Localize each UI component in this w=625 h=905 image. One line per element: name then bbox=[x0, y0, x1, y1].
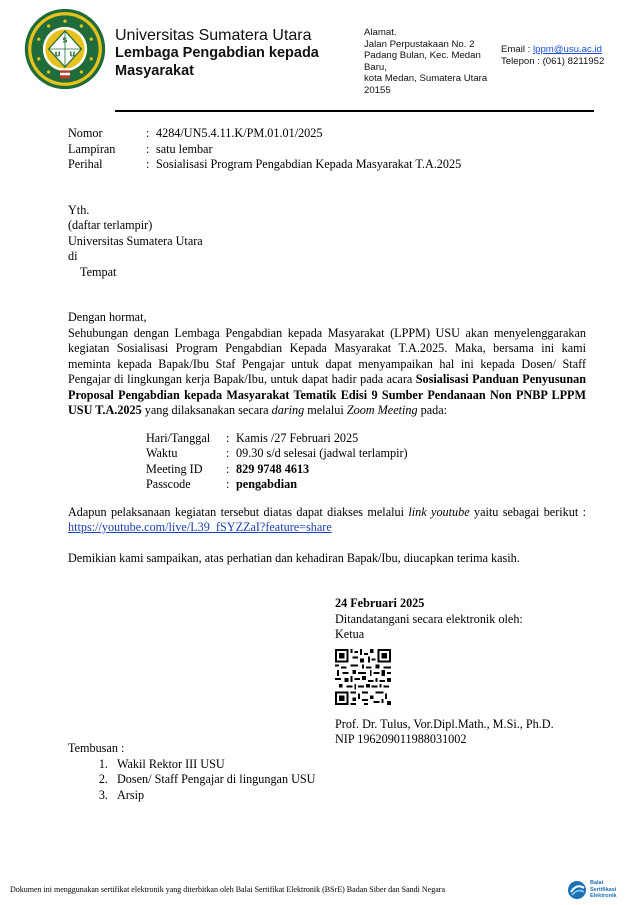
address-block bbox=[364, 27, 504, 96]
address-label: Alamat. bbox=[364, 27, 397, 38]
closing-paragraph: Demikian kami sampaikan, atas perhatian dan kehadiran Bapak/Ibu, diucapkan terima kasih. bbox=[68, 550, 520, 565]
meta-colon: : bbox=[146, 126, 150, 140]
bsre-line: Elektronik bbox=[590, 893, 617, 899]
university-name: Universitas Sumatera Utara bbox=[115, 27, 312, 44]
recipient-di: di bbox=[68, 249, 78, 263]
meta-nomor bbox=[68, 126, 586, 142]
meta-value: 4284/UN5.4.11.K/PM.01.01/2025 bbox=[156, 126, 323, 140]
meta-colon: : bbox=[146, 157, 150, 171]
detail-key: Hari/Tanggal bbox=[146, 430, 211, 445]
address-line: 20155 bbox=[364, 84, 391, 96]
signature-date: 24 Februari 2025 bbox=[335, 596, 425, 610]
signed-note: Ditandatangani secara elektronik oleh: bbox=[335, 611, 523, 626]
paragraph-1 bbox=[68, 326, 586, 419]
footer-note: Dokumen ini menggunakan sertifikat elektronik yang diterbitkan oleh Balai Sertifikat Elektronik (BSrE) Badan Siber dan Sandi Negara bbox=[10, 885, 445, 894]
p1-italic: daring bbox=[271, 403, 305, 417]
contact-block bbox=[501, 44, 625, 68]
paragraph-2 bbox=[68, 505, 586, 536]
phone-number: Telepon : (061) 8211952 bbox=[501, 56, 605, 67]
recipient-org: Universitas Sumatera Utara bbox=[68, 233, 203, 248]
detail-row bbox=[146, 462, 586, 478]
address-line: Padang Bulan, Kec. Medan Baru, bbox=[364, 50, 481, 73]
letterhead bbox=[0, 0, 625, 115]
detail-colon: : bbox=[226, 446, 230, 460]
letter-body bbox=[68, 126, 586, 566]
header-divider bbox=[115, 110, 594, 112]
meta-key: Nomor bbox=[68, 126, 103, 140]
cc-list bbox=[68, 757, 368, 804]
recipient-list: (daftar terlampir) bbox=[68, 218, 153, 232]
meeting-id: 829 9748 4613 bbox=[236, 461, 310, 476]
email-label: Email : bbox=[501, 44, 533, 55]
qr-code bbox=[335, 649, 391, 705]
logo-letter-u2: U bbox=[69, 49, 76, 59]
address-line: Jalan Perpustakaan No. 2 bbox=[364, 38, 475, 50]
meta-colon: : bbox=[146, 141, 150, 156]
university-logo bbox=[24, 8, 106, 90]
detail-row bbox=[146, 431, 586, 447]
email-link[interactable]: lppm@usu.ac.id bbox=[533, 44, 602, 55]
p2-italic: link youtube bbox=[408, 504, 470, 519]
recipient-place: Tempat bbox=[80, 264, 117, 279]
list-item: 3. Arsip bbox=[111, 788, 368, 804]
logo-letter-u1: U bbox=[54, 49, 61, 59]
signature-block bbox=[335, 596, 595, 748]
passcode: pengabdian bbox=[236, 477, 297, 491]
event-details bbox=[146, 431, 586, 493]
detail-row bbox=[146, 446, 586, 462]
meta-perihal bbox=[68, 157, 586, 173]
p2-text: Adapun pelaksanaan kegiatan tersebut diatas dapat diakses melalui bbox=[68, 504, 409, 519]
signer-name: Prof. Dr. Tulus, Vor.Dipl.Math., M.Si., Ph.D. bbox=[335, 716, 554, 731]
detail-row bbox=[146, 477, 586, 493]
bsre-label bbox=[590, 880, 625, 900]
detail-key: Passcode bbox=[146, 477, 191, 491]
cc-block bbox=[68, 741, 368, 803]
detail-colon: : bbox=[226, 477, 230, 491]
signer-role: Ketua bbox=[335, 627, 365, 641]
list-item: 2. Dosen/ Staff Pengajar di lingungan USU bbox=[111, 772, 368, 788]
recipient-block bbox=[68, 203, 586, 281]
address-line: kota Medan, Sumatera Utara bbox=[364, 73, 488, 84]
detail-value: Kamis /27 Februari 2025 bbox=[236, 430, 359, 445]
meta-key: Lampiran bbox=[68, 141, 116, 156]
recipient-greeting: Yth. bbox=[68, 202, 90, 217]
signer-nip: NIP 196209011988031002 bbox=[335, 732, 467, 746]
salutation: Dengan hormat, bbox=[68, 310, 147, 324]
logo-letter-s: S bbox=[62, 35, 68, 45]
bsre-line: Balai bbox=[590, 880, 604, 886]
youtube-link[interactable]: https://youtube.com/live/L39_fSYZZaI?feature=share bbox=[68, 520, 332, 534]
p1-text: melalui bbox=[304, 403, 347, 417]
p1-text: Sehubungan dengan Lembaga Pengabdian kepada Masyarakat (LPPM) USU akan menyelenggarakan kegiatan Sosialisasi Program Pengabdian Kepada Masyarakat T.A.2025. Maka, bersama ini kami meminta kepada Bapak/Ibu Staf Pengajar untuk dapat menyampaikan hal ini kepada Dosen/ Staff Pengajar di lingkungan kerja Bapak/Ibu, untuk dapat hadir pada acara bbox=[68, 325, 586, 386]
detail-key: Meeting ID bbox=[146, 461, 203, 476]
event-title: Sosialisasi Panduan Penyusunan Proposal Pengabdian kepada Masyarakat Tematik Edisi 9 Sumber Pendanaan Non PNBP LPPM USU T.A.2025 bbox=[68, 372, 586, 417]
bsre-line: Sertifikasi bbox=[590, 886, 617, 893]
p1-text: pada: bbox=[417, 403, 448, 417]
institute-name: Lembaga Pengabdian kepada Masyarakat bbox=[115, 45, 319, 79]
meta-value: Sosialisasi Program Pengabdian Kepada Masyarakat T.A.2025 bbox=[156, 157, 462, 171]
meta-lampiran bbox=[68, 142, 586, 158]
p2-text: yaitu sebagai berikut : bbox=[469, 504, 587, 519]
cc-label: Tembusan : bbox=[68, 741, 125, 755]
detail-colon: : bbox=[226, 430, 230, 445]
detail-colon: : bbox=[226, 461, 230, 476]
p1-text: yang dilaksanakan secara bbox=[141, 403, 272, 417]
p1-italic: Zoom Meeting bbox=[346, 403, 418, 417]
list-item: 1. Wakil Rektor III USU bbox=[111, 757, 368, 773]
meta-value: satu lembar bbox=[156, 141, 213, 156]
detail-value: 09.30 s/d selesai (jadwal terlampir) bbox=[236, 446, 408, 460]
detail-key: Waktu bbox=[146, 446, 178, 460]
meta-key: Perihal bbox=[68, 157, 103, 171]
